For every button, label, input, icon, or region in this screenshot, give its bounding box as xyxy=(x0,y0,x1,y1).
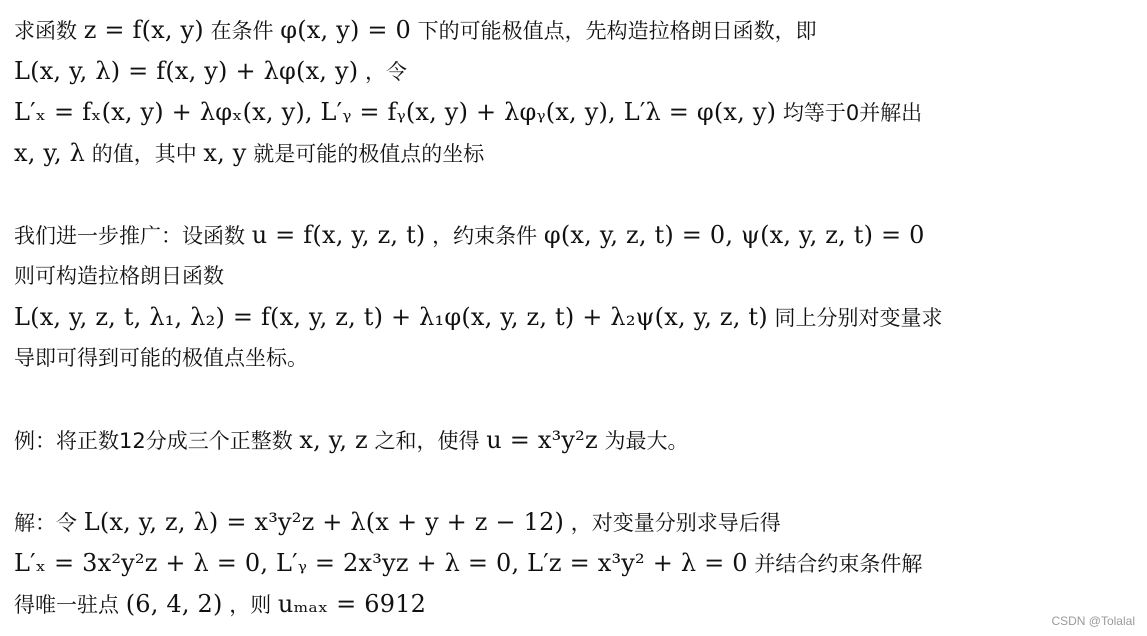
text-line xyxy=(14,256,1134,297)
blank-line xyxy=(14,461,1134,502)
text-line xyxy=(14,338,1134,379)
math-formula: z = f(x, y) xyxy=(83,16,204,44)
text-segment: 则可构造拉格朗日函数 xyxy=(14,264,224,288)
text-segment: 为最大。 xyxy=(597,429,689,453)
text-segment: ，则 xyxy=(222,593,278,617)
math-formula: L(x, y, z, t, λ₁, λ₂) = f(x, y, z, t) + λ₁φ(x, y, z, t) + λ₂ψ(x, y, z, t) xyxy=(14,303,768,331)
text-line xyxy=(14,420,1134,461)
math-formula: φ(x, y, z, t) = 0, ψ(x, y, z, t) = 0 xyxy=(543,221,925,249)
text-segment: 同上分别对变量求 xyxy=(767,306,943,330)
math-formula: (6, 4, 2) xyxy=(125,590,223,618)
text-line xyxy=(14,10,1134,51)
math-formula: L′ₓ = fₓ(x, y) + λφₓ(x, y), L′ᵧ = fᵧ(x, y) + λφᵧ(x, y), L′λ = φ(x, y) xyxy=(14,98,777,126)
text-segment: 得唯一驻点 xyxy=(14,593,126,617)
math-formula: L(x, y, z, λ) = x³y²z + λ(x + y + z − 12) xyxy=(83,508,565,536)
text-line xyxy=(14,215,1134,256)
math-formula: u = f(x, y, z, t) xyxy=(251,221,426,249)
blank-line xyxy=(14,174,1134,215)
math-formula: uₘₐₓ = 6912 xyxy=(277,590,427,618)
text-line xyxy=(14,584,1134,625)
text-segment: 解：令 xyxy=(14,511,84,535)
blank-line xyxy=(14,379,1134,420)
text-line xyxy=(14,543,1134,584)
text-line xyxy=(14,297,1134,338)
math-formula: x, y xyxy=(203,139,247,167)
text-segment: ，令 xyxy=(358,60,407,84)
text-segment: 的值，其中 xyxy=(85,142,204,166)
csdn-watermark: CSDN @Tolalal xyxy=(1051,614,1135,628)
text-segment: 在条件 xyxy=(203,19,281,43)
text-segment: ，约束条件 xyxy=(425,224,544,248)
text-segment: 求函数 xyxy=(14,19,84,43)
text-line xyxy=(14,502,1134,543)
text-segment: 下的可能极值点，先构造拉格朗日函数，即 xyxy=(410,19,817,43)
math-formula: x, y, z xyxy=(299,426,368,454)
text-line xyxy=(14,133,1134,174)
math-formula: L′ₓ = 3x²y²z + λ = 0, L′ᵧ = 2x³yz + λ = 0, L′z = x³y² + λ = 0 xyxy=(14,549,748,577)
text-segment: 之和，使得 xyxy=(367,429,487,453)
math-formula: u = x³y²z xyxy=(486,426,598,454)
math-formula: φ(x, y) = 0 xyxy=(280,16,411,44)
article-body xyxy=(14,10,1134,625)
text-segment: 均等于0并解出 xyxy=(776,101,923,125)
text-segment: 导即可得到可能的极值点坐标。 xyxy=(14,346,308,370)
text-line xyxy=(14,51,1134,92)
math-formula: x, y, λ xyxy=(14,139,86,167)
math-formula: L(x, y, λ) = f(x, y) + λφ(x, y) xyxy=(14,57,359,85)
text-segment: 例：将正数12分成三个正整数 xyxy=(14,429,300,453)
text-segment: 就是可能的极值点的坐标 xyxy=(246,142,485,166)
text-segment: 我们进一步推广：设函数 xyxy=(14,224,252,248)
text-line xyxy=(14,92,1134,133)
text-segment: ，对变量分别求导后得 xyxy=(564,511,781,535)
text-segment: 并结合约束条件解 xyxy=(747,552,923,576)
